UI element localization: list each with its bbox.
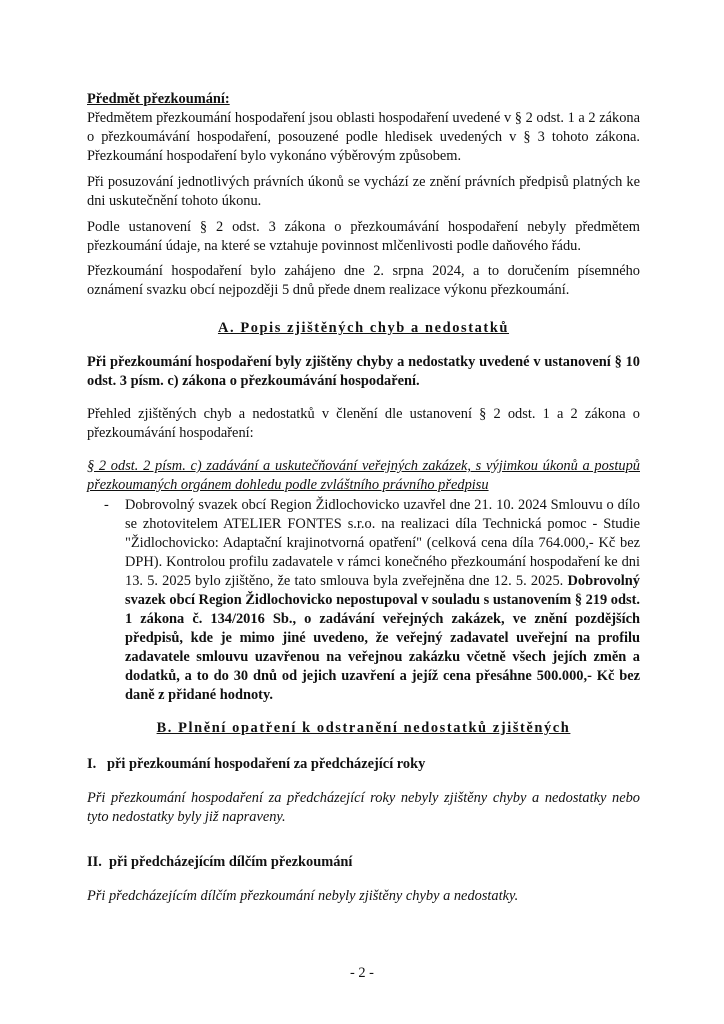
list-bullet: - <box>104 497 109 513</box>
subject-heading: Předmět přezkoumání: <box>87 91 230 107</box>
subject-paragraph-4: Přezkoumání hospodaření bylo zahájeno dne 2. srpna 2024, a to doručením písemného oznámení svazku obcí nejpozději 5 dnů přede dnem realizace výkonu přezkoumání. <box>87 263 640 298</box>
finding-item <box>125 496 640 705</box>
page-number: - 2 - <box>350 965 374 981</box>
finding-category: § 2 odst. 2 písm. c) zadávání a uskutečňování veřejných zakázek, s výjimkou úkonů a postupů přezkoumaných orgánem dohledu podle zvláštního právního předpisu <box>87 458 640 493</box>
section-b-sub1-text: Při přezkoumání hospodaření za předcházející roky nebyly zjištěny chyby a nedostatky nebo tyto nedostatky byly již napraveny. <box>87 790 640 825</box>
section-a-lead: Při přezkoumání hospodaření byly zjištěny chyby a nedostatky uvedené v ustanovení § 10 odst. 3 písm. c) zákona o přezkoumávání hospodaření. <box>87 354 640 389</box>
section-b-title: B. Plnění opatření k odstranění nedostatků zjištěných <box>156 720 571 736</box>
subject-paragraph-2: Při posuzování jednotlivých právních úkonů se vychází ze znění právních předpisů platných ke dni uskutečnění tohoto úkonu. <box>87 174 640 209</box>
subject-paragraph-1: Předmětem přezkoumání hospodaření jsou oblasti hospodaření uvedené v § 2 odst. 1 a 2 zákona o přezkoumávání hospodaření, posouzené podle hledisek uvedených v § 3 tohoto zákona. Přezkoumání hospodaření bylo vykonáno výběrovým způsobem. <box>87 110 640 164</box>
section-b-sub1-heading: I. při přezkoumání hospodaření za předcházející roky <box>87 756 426 772</box>
section-a-overview: Přehled zjištěných chyb a nedostatků v členění dle ustanovení § 2 odst. 1 a 2 zákona o přezkoumávání hospodaření: <box>87 406 640 441</box>
subject-paragraph-3: Podle ustanovení § 2 odst. 3 zákona o přezkoumávání hospodaření nebyly předmětem přezkoumání údaje, na které se vztahuje povinnost mlčenlivosti podle daňového řádu. <box>87 219 640 254</box>
section-b-sub2-text: Při předcházejícím dílčím přezkoumání nebyly zjištěny chyby a nedostatky. <box>87 888 519 904</box>
finding-item-text: Dobrovolný svazek obcí Region Židlochovicko uzavřel dne 21. 10. 2024 Smlouvu o dílo se zhotovitelem ATELIER FONTES s.r.o. na realizaci díla Technická pomoc - Studie "Židlochovicko: Adaptační krajinotvorná opatření" (celková cena díla 764.000,- Kč bez DPH). Kontrolou profilu zadavatele v rámci konečného přezkoumání hospodaření ke dni 13. 5. 2025 bylo zjištěno, že tato smlouva byla zveřejněna dne 12. 5. 2025. <box>125 497 640 589</box>
section-b-sub2-heading: II. při předcházejícím dílčím přezkoumání <box>87 854 353 870</box>
section-a-title: A. Popis zjištěných chyb a nedostatků <box>217 320 510 336</box>
finding-item-conclusion: Dobrovolný svazek obcí Region Židlochovicko nepostupoval v souladu s ustanovením § 219 odst. 1 zákona č. 134/2016 Sb., o zadávání veřejných zakázek, ve znění pozdějších předpisů, kde je mimo jiné uvedeno, že veřejný zadavatel uveřejní na profilu zadavatele smlouvu uzavřenou na veřejnou zakázku včetně všech jejích změn a dodatků, a to do 30 dnů od jejich uzavření a jejíž cena přesáhne 500.000,- Kč bez daně z přidané hodnoty. <box>125 573 640 703</box>
